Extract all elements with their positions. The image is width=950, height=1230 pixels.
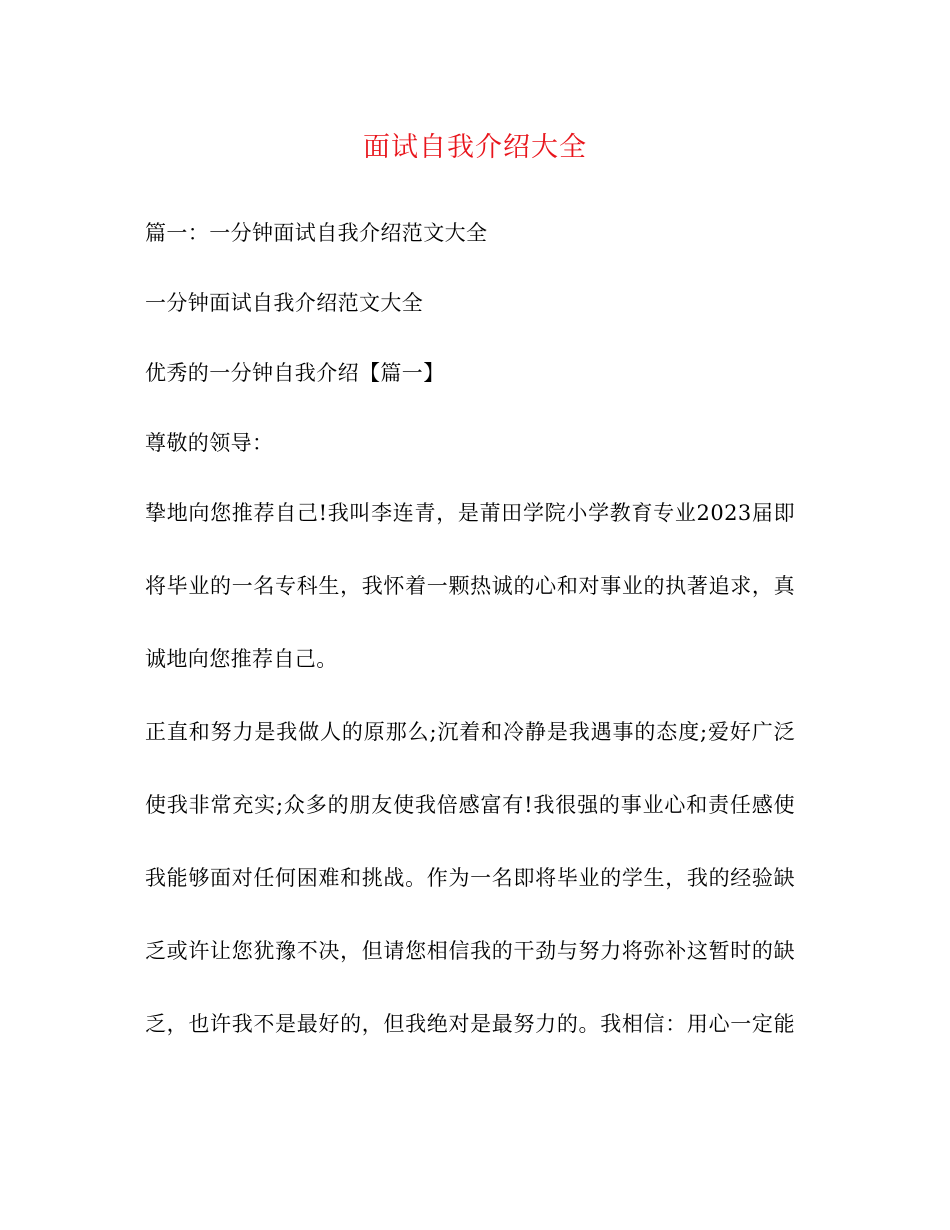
paragraph-heading-1: 篇一：一分钟面试自我介绍范文大全	[145, 221, 488, 245]
body-line-2-text: 将毕业的一名专科生，我怀着一颗热诚的心和对事业的执著追求，真	[145, 574, 795, 598]
body-line-1	[145, 493, 800, 566]
paragraph-heading-2: 一分钟面试自我介绍范文大全	[145, 291, 424, 315]
document-title: 面试自我介绍大全	[363, 132, 587, 163]
body-line-6-text: 我能够面对任何困难和挑战。作为一名即将毕业的学生，我的经验缺	[145, 866, 795, 890]
body-line-4-text: 正直和努力是我做人的原那么;沉着和冷静是我遇事的态度;爱好广泛	[145, 720, 795, 744]
body-line-3: 诚地向您推荐自己。	[145, 647, 338, 671]
body-line-7-text: 乏或许让您犹豫不决，但请您相信我的干劲与努力将弥补这暂时的缺	[145, 939, 795, 963]
body-line-8-text: 乏，也许我不是最好的，但我绝对是最努力的。我相信：用心一定能	[145, 1012, 795, 1036]
document-body	[145, 213, 800, 1077]
body-line-4	[145, 712, 800, 785]
body-line-8	[145, 1004, 800, 1077]
body-line-1-text: 挚地向您推荐自己!我叫李连青，是莆田学院小学教育专业2023届即	[145, 501, 795, 525]
body-line-2	[145, 566, 800, 639]
body-line-7	[145, 931, 800, 1004]
paragraph-heading-3: 优秀的一分钟自我介绍【篇一】	[145, 361, 445, 385]
salutation: 尊敬的领导：	[145, 431, 274, 455]
body-line-5-text: 使我非常充实;众多的朋友使我倍感富有!我很强的事业心和责任感使	[145, 793, 795, 817]
body-line-5	[145, 785, 800, 858]
body-line-6	[145, 858, 800, 931]
